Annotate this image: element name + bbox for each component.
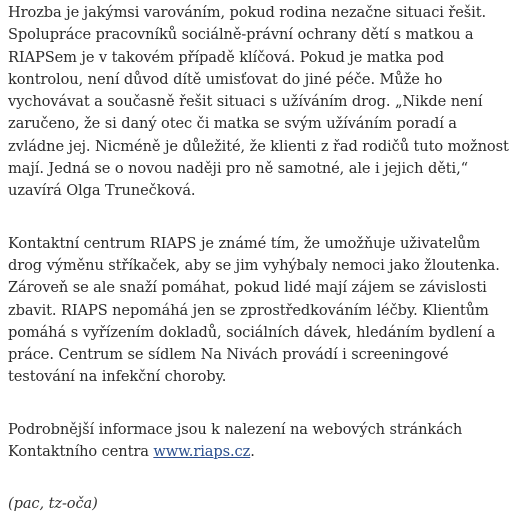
paragraph-spacer: [8, 463, 508, 493]
text-fragment: Kontaktního centra: [8, 443, 154, 461]
text-line: Hrozba je jakýmsi varováním, pokud rodina nezačne situaci řešit.: [8, 4, 487, 21]
text-line: zaručeno, že si daný otec či matka se svým užíváním poradí a: [8, 115, 457, 133]
text-line: testování na infekční choroby.: [8, 368, 227, 386]
article-body: [8, 0, 508, 516]
paragraph-spacer: [8, 389, 508, 419]
text-line: zvládne jej. Nicméně je důležité, že klienti z řad rodičů tuto možnost: [8, 137, 509, 155]
text-line: Podrobnější informace jsou k nalezení na webových stránkách: [8, 420, 463, 438]
riaps-website-link[interactable]: www.riaps.cz: [153, 443, 251, 461]
author-signature: [8, 493, 508, 515]
paragraph-riaps-centre: [8, 233, 508, 389]
paragraph-threat-warning: [8, 2, 508, 203]
text-line: [8, 441, 508, 463]
text-line: (pac, tz-oča): [8, 495, 98, 513]
text-line: drog výměnu stříkaček, aby se jim vyhýbaly nemoci jako žloutenka.: [8, 256, 500, 274]
text-line: uzavírá Olga Trunečková.: [8, 182, 196, 200]
text-line: Zároveň se ale snaží pomáhat, pokud lidé mají zájem se závislosti: [8, 279, 487, 297]
text-line: práce. Centrum se sídlem Na Nivách provádí i screeningové: [8, 346, 449, 364]
text-line: mají. Jedná se o novou naději pro ně samotné, ale i jejich děti,“: [8, 160, 468, 178]
text-line: kontrolou, není důvod dítě umisťovat do jiné péče. Může ho: [8, 70, 443, 88]
text-fragment: .: [250, 443, 255, 461]
text-line: zbavit. RIAPS nepomáhá jen se zprostředkováním léčby. Klientům: [8, 301, 489, 319]
text-line: Kontaktní centrum RIAPS je známé tím, že umožňuje uživatelům: [8, 234, 481, 252]
paragraph-more-info: [8, 419, 508, 464]
text-line: vychovávat a současně řešit situaci s užíváním drog. „Nikde není: [8, 93, 483, 111]
paragraph-spacer: [8, 203, 508, 233]
text-line: Spolupráce pracovníků sociálně-právní ochrany dětí s matkou a: [8, 26, 474, 44]
text-line: RIAPSem je v takovém případě klíčová. Pokud je matka pod: [8, 48, 444, 66]
text-line: pomáhá s vyřízením dokladů, sociálních dávek, hledáním bydlení a: [8, 323, 496, 341]
